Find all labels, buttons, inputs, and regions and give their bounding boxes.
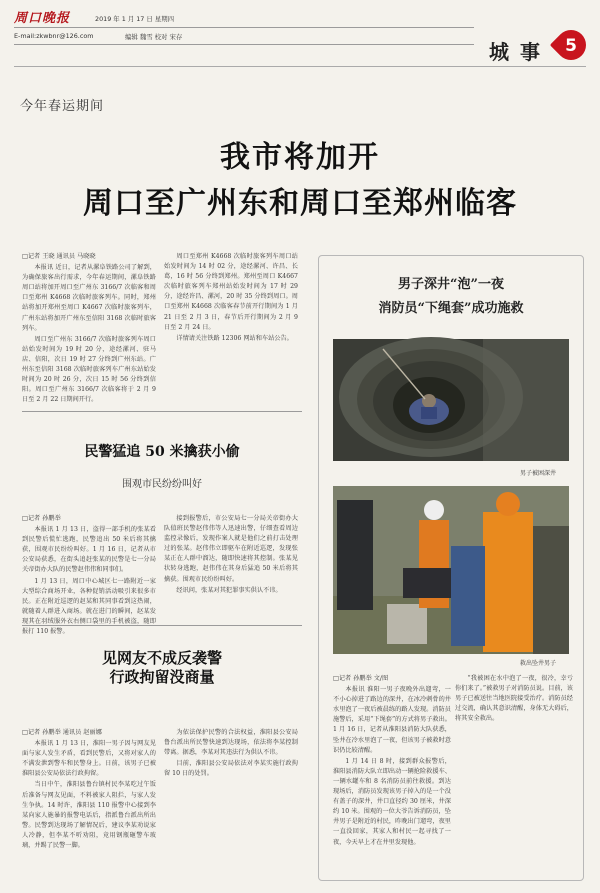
netizen-paragraph-3: 为依法保护民警的合法权益，淮阳县公安局鲁台派出所民警快速到达现场，依法将李某控制带离。据悉，李某对其违法行为供认不讳。 <box>164 729 298 757</box>
rescue-photo-caption: 救出坠井男子 <box>520 660 557 667</box>
rescue-paragraph-2: 1 月 14 日 8 时，接到群众报警后，淮阳县消防大队立即出动一辆抢险救援车、一辆水罐车和 8 名消防员前往救援。到达现场后，消防员发现该男子掉入的是一个没有盖子的深井，井口直径约 30 厘米，井深约 10 米。围观的一位大爷告诉消防员，坠井男子是附近的村民，昨晚出门遛弯，夜里一直没回家，其家人和村民一起寻找了一夜，今天早上才在井里发现他。 <box>333 757 451 846</box>
netizen-headline-line2: 行政拘留没商量 <box>109 668 215 686</box>
lead-paragraph-1: 本报讯 近日，记者从漯阜铁路公司了解到，为确保旅客出行需求，今年春运期间，漯阜铁路周口站将加开周口至广州东 3166/7 次临客和周口至郑州 K4668 次临时旅客列车。同时，郑州站将加开郑州至周口 K4667 次临时旅客列车，广州东站将加开广州东至信阳 3168 次临时旅客列车。 <box>22 264 156 332</box>
rescue-byline: □记者 孙鹏举 文/图 <box>333 675 389 682</box>
police-byline: □记者 孙鹏举 <box>22 515 61 522</box>
police-paragraph-3: 接到报警后，市公安局七一分局关帝街办大队值班民警赵伟伟等人迅速出警，仔细查看周边监控录像后，发现作案人就是他们之前打击处理过的张某。赵伟伟立即驱车在附近巡逻，发现张某正在人群中溜达，随即快速将其控制。张某见状转身逃跑，赵伟伟在其身后猛追 50 米后将其擒获。围观市民纷纷叫好。 <box>164 515 298 583</box>
netizen-byline: □记者 孙鹏举 通讯员 赵丽娜 <box>22 729 102 736</box>
rescue-paragraph-3: “我被困在水中泡了一夜，很冷，幸亏你们来了。”被救男子对消防员说。目前，该男子已被送往当地医院接受治疗。消防员经过交流，确认其意识清醒，身体无大碍后，将其安全救出。 <box>455 675 573 723</box>
police-deck: 围观市民纷纷叫好 <box>122 479 202 490</box>
police-paragraph-2: 1 月 13 日，周口中心城区七一路附近一家大型综合商场开业，各种促销活动吸引来很多市民。正在附近巡逻的赵某和其同事看到这热闹，就随着人群进入商场。就在进门的瞬间，赵某发现其在羽绒服外衣右侧口袋里的手机被盗，随即报打 110 报警。 <box>22 577 156 636</box>
police-column-2 <box>164 514 298 619</box>
section-divider-2 <box>22 625 302 626</box>
lead-byline: □记者 王晓 通讯员 马晓晓 <box>22 253 96 260</box>
netizen-column-1 <box>22 728 156 880</box>
lead-paragraph-4: 详情请关注铁路 12306 网站和车站公告。 <box>176 334 293 342</box>
section-divider-1 <box>22 411 302 412</box>
netizen-paragraph-2: 当日中午，淮阳县鲁台镇村民李某吃过午饭后准备与网友见面，不料被家人阻拦，与家人发生争执。14 时许，淮阳县 110 报警中心接到李某向家人施暴的报警电话后，指派鲁台派出所出警。民警到达现场了解情况后，建议李某劝说家人冷静，但李某不听劝阻，竟用钢瓶砸警车玻璃，并踢了民警一脚。 <box>22 781 156 850</box>
netizen-paragraph-1: 本报讯 1 月 13 日，淮阳一男子因与网友见面与家人发生矛盾，看到民警后，又将对家人的不满发泄到警车和民警身上。日前，该男子已被淮阳县公安局依法行政拘留。 <box>22 740 156 778</box>
lead-headline-line1: 我市将加开 <box>220 140 380 175</box>
police-paragraph-1: 本报讯 1 月 13 日，盗得一部手机的张某看到民警后慌忙逃跑，民警追出 50 米后将其擒获，围观市民纷纷叫好。1 月 16 日，记者从市公安局获悉，在街头追赶张某的民警是七一分局关帝街办大队的民警赵伟伟和同事们。 <box>22 526 156 574</box>
well-photo <box>333 339 569 461</box>
netizen-column-2 <box>164 728 298 880</box>
well-photo-caption: 男子被困深井 <box>520 470 557 477</box>
rescue-photo <box>333 486 569 654</box>
issue-date: 2019 年 1 月 17 日 星期四 <box>95 15 174 23</box>
police-column-1 <box>22 514 156 636</box>
police-headline: 民警猛追 50 米擒获小偷 <box>84 444 240 460</box>
well-photo-image <box>333 339 569 461</box>
editor-credits: 编辑 魏雪 校对 宋存 <box>125 33 183 41</box>
rescue-photo-image <box>333 486 569 654</box>
lead-kicker: 今年春运期间 <box>20 99 105 114</box>
lead-paragraph-2: 周口至广州东 3166/7 次临时旅客列车周口站始发时间为 19 时 20 分，途经漯河、驻马店、信阳，次日 19 时 27 分终到广州东站。广州东至信阳 3168 次临时旅客列车广州东站始发时间为 20 时 26 分，次日 15 时 56 分终到信阳。周口至广州东 3166/7 次临客将于 2 月 9 日至 2 月 22 日期间开行。 <box>22 335 156 404</box>
contact-email: E-mail:zkwbnr@126.com <box>14 32 94 40</box>
rescue-headline-line2: 消防员“下绳套”成功施救 <box>378 301 524 316</box>
rescue-column-1 <box>333 674 451 874</box>
lead-headline-line2: 周口至广州东和周口至郑州临客 <box>83 186 517 221</box>
lead-paragraph-3: 周口至郑州 K4668 次临时旅客列车周口站始发时间为 14 时 02 分，途经漯河、许昌、长葛，16 时 56 分终到郑州。郑州至周口 K4667 次临时旅客列车郑州站始发时间为 17 时 29 分，途经许昌、漯河，20 时 35 分终到周口。周口至郑州 K4668 次临客春节前开行期间为 1 月 21 日至 2 月 3 日，春节后开行期间为 2 月 9 日至 2 月 24 日。 <box>164 253 298 331</box>
rescue-headline-line1: 男子深井“泡”一夜 <box>398 277 504 292</box>
rescue-paragraph-1: 本报讯 淮阳一男子夜晚外出遛弯，一不小心掉进了路边的深井，在冰冷刺骨的井水里泡了一夜后被晨练的路人发现。消防员施警后，采用“下绳套”的方式将男子救出。1 月 16 日，记者从淮阳县消防大队获悉，坠井在冷水里泡了一夜，但该男子被救时意识仍比较清醒。 <box>333 686 451 754</box>
police-paragraph-4: 经讯问，张某对其犯罪事实供认不讳。 <box>176 586 282 594</box>
masthead-rule-thin <box>14 44 474 45</box>
netizen-paragraph-4: 目前，淮阳县公安局依法对李某实施行政拘留 10 日的处罚。 <box>164 760 298 778</box>
masthead-logo: 周口晚报 <box>14 11 71 26</box>
lead-column-1 <box>22 252 156 404</box>
rescue-column-2 <box>455 674 573 874</box>
top-rule <box>14 66 586 67</box>
section-title: 城 事 <box>489 40 542 64</box>
masthead-rule <box>14 27 474 28</box>
lead-column-2 <box>164 252 298 404</box>
netizen-headline-line1: 见网友不成反袭警 <box>101 649 222 667</box>
page-number: 5 <box>565 36 577 56</box>
